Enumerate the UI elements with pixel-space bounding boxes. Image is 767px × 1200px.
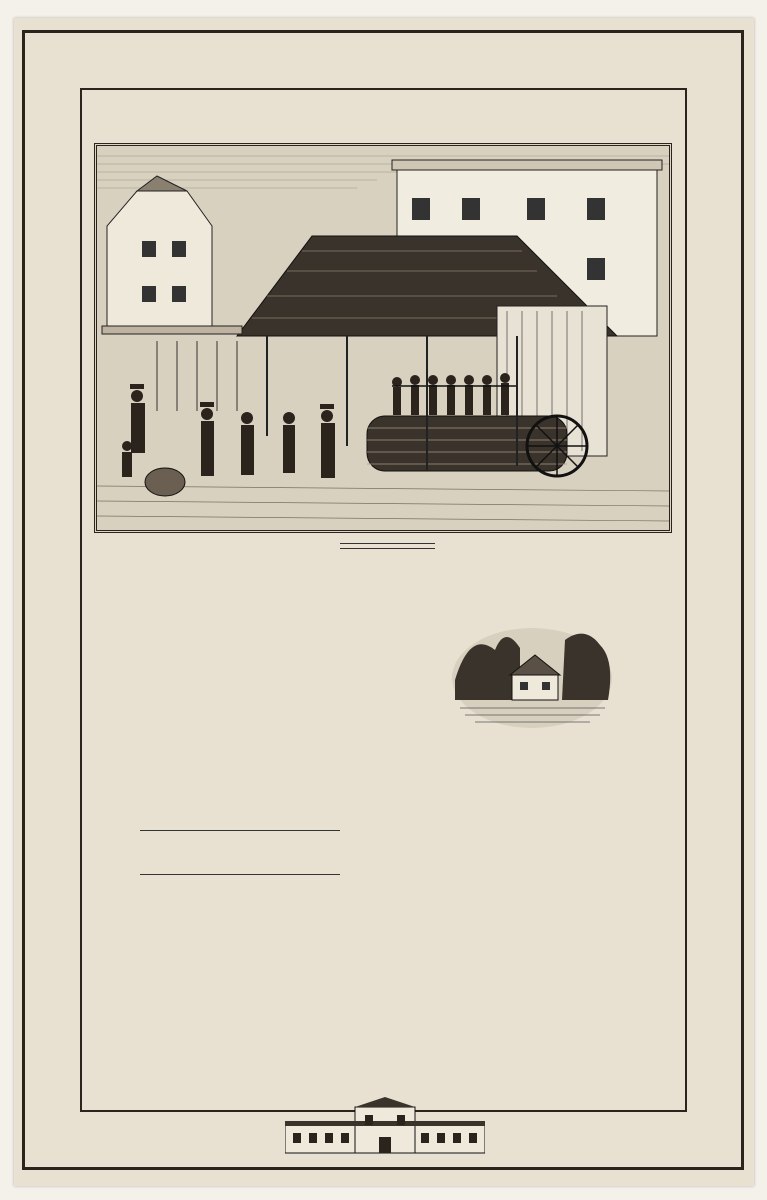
border-band-left [25, 85, 77, 1115]
scene-rule [140, 874, 340, 875]
footnote-rule [140, 830, 340, 831]
border-band-top [25, 33, 741, 85]
tread-mill-engraving [94, 143, 672, 533]
title-divider [340, 543, 435, 549]
governors-house-cut [285, 1095, 485, 1157]
border-band-right [689, 85, 741, 1115]
column-ornament [372, 557, 400, 1087]
country-house-vignette [450, 620, 615, 730]
